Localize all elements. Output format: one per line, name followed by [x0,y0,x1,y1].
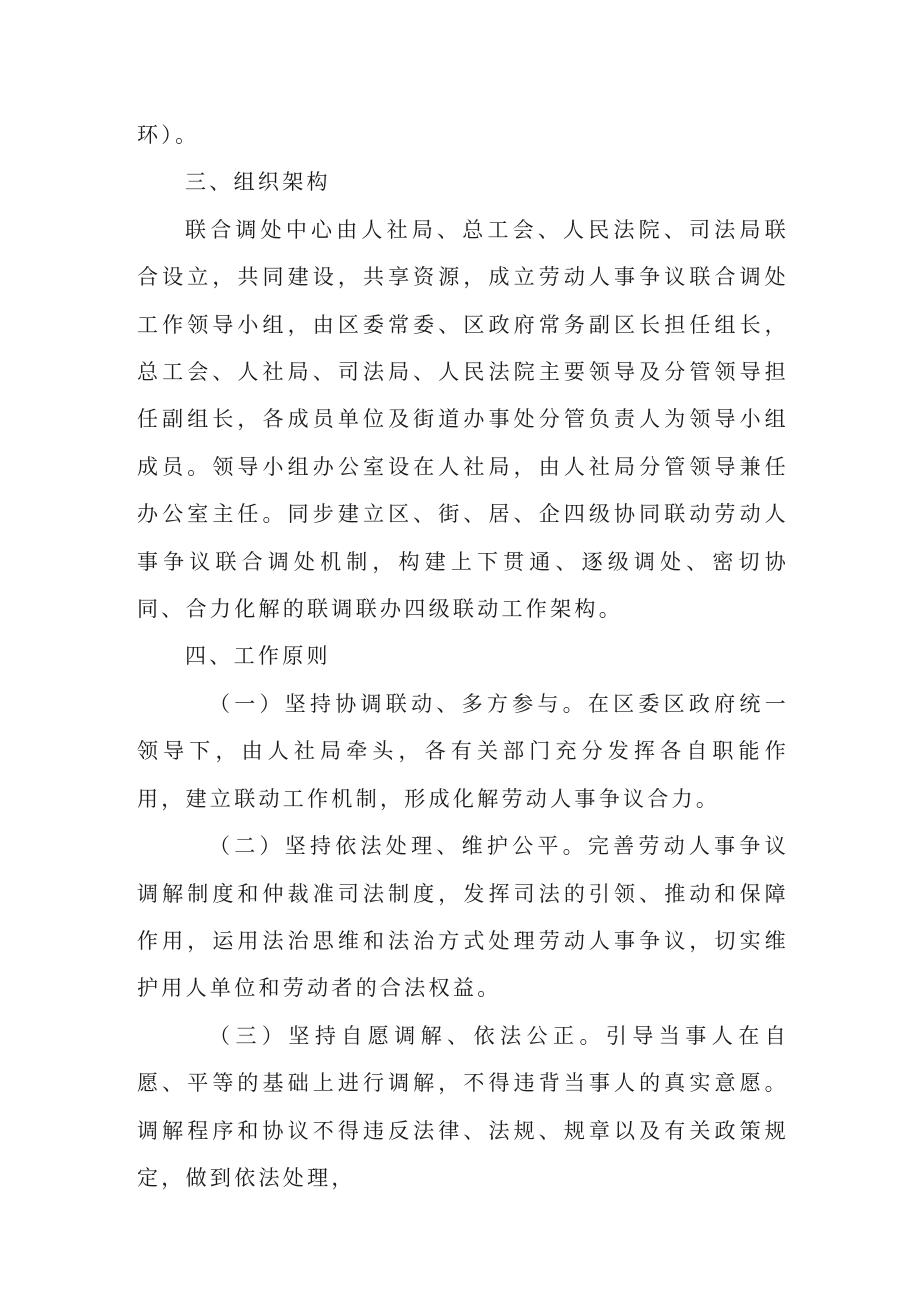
document-page [137,112,789,1202]
paragraph-principle-3: （三）坚持自愿调解、依法公正。引导当事人在自愿、平等的基础上进行调解，不得违背当事人的真实意愿。调解程序和协议不得违反法律、法规、规章以及有关政策规定，做到依法处理， [137,1023,789,1190]
paragraph-principle-2: （二）坚持依法处理、维护公平。完善劳动人事争议调解制度和仲裁准司法制度，发挥司法的引领、推动和保障作用，运用法治思维和法治方式处理劳动人事争议，切实维护用人单位和劳动者的合法权益。 [137,834,789,1001]
paragraph-continuation: 环）。 [137,123,200,147]
paragraph-principle-1: （一）坚持协调联动、多方参与。在区委区政府统一领导下，由人社局牵头，各有关部门充分发挥各自职能作用，建立联动工作机制，形成化解劳动人事争议合力。 [137,691,789,811]
section-heading-principles: 四、工作原则 [185,644,331,669]
section-heading-organization: 三、组织架构 [185,170,331,195]
paragraph-organization: 联合调处中心由人社局、总工会、人民法院、司法局联合设立，共同建设，共享资源，成立劳动人事争议联合调处工作领导小组，由区委常委、区政府常务副区长担任组长，总工会、人社局、司法局、人民法院主要领导及分管领导担任副组长，各成员单位及街道办事处分管负责人为领导小组成员。领导小组办公室设在人社局，由人社局分管领导兼任办公室主任。同步建立区、街、居、企四级协同联动劳动人事争议联合调处机制，构建上下贯通、逐级调处、密切协同、合力化解的联调联办四级联动工作架构。 [137,217,789,622]
